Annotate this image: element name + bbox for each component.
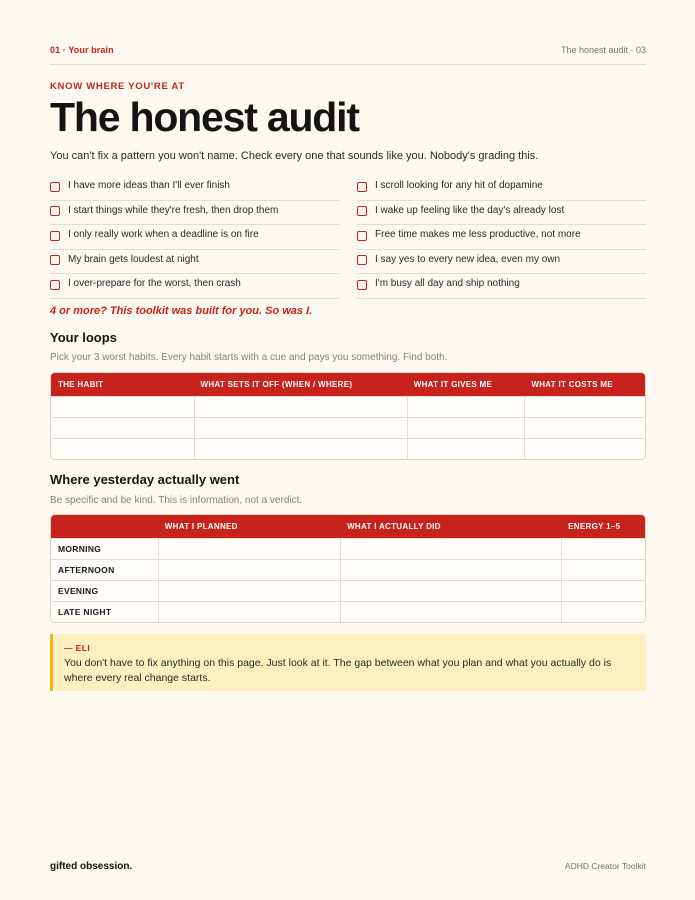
page-title: The honest audit [50,94,359,140]
table-header-row [51,373,645,396]
checklist-item-label: Free time makes me less productive, not more [375,229,581,240]
checklist-item[interactable] [357,274,646,299]
table-row [51,601,645,622]
table-cell[interactable] [194,396,407,417]
yesterday-heading: Where yesterday actually went [50,472,240,487]
checklist-item[interactable] [357,176,646,201]
table-cell[interactable] [51,417,194,438]
table-cell[interactable] [340,538,561,559]
note-text: You don't have to fix anything on this page. Just look at it. The gap between what you plan and what you actually do is where every real change starts. [64,657,612,684]
table-cell[interactable] [524,438,645,459]
checkbox[interactable] [357,231,367,241]
checklist-item[interactable] [357,201,646,226]
table-cell[interactable] [194,438,407,459]
column-header: WHAT I ACTUALLY DID [340,515,561,538]
checklist-item-label: I have more ideas than I'll ever finish [68,180,230,191]
checklist-item[interactable] [50,274,339,299]
table-row [51,417,645,438]
table-cell[interactable] [194,417,407,438]
habit-loops-table [50,372,646,460]
note-author: — ELI [64,643,91,653]
time-of-day-label: EVENING [51,580,158,601]
checkbox[interactable] [50,280,60,290]
checklist-column-right [357,176,646,299]
yesterday-subtitle: Be specific and be kind. This is information, not a verdict. [50,495,303,506]
checklist-item-label: I wake up feeling like the day's already lost [375,204,565,216]
column-header: WHAT I PLANNED [158,515,340,538]
table-cell[interactable] [340,580,561,601]
time-of-day-label: AFTERNOON [51,559,158,580]
kicker: KNOW WHERE YOU'RE AT [50,81,185,92]
intro-text: You can't fix a pattern you won't name. Check every one that sounds like you. Nobody's grading this. [50,150,539,162]
loops-subtitle: Pick your 3 worst habits. Every habit starts with a cue and pays you something. Find both. [50,352,448,363]
yesterday-table [50,514,646,623]
table-cell[interactable] [158,559,340,580]
checklist-callout: 4 or more? This toolkit was built for you. So was I. [50,305,313,317]
page-header [50,45,646,65]
table-row [51,580,645,601]
worksheet-page [50,0,646,900]
table-cell[interactable] [158,601,340,622]
checklist-item-label: I scroll looking for any hit of dopamine [375,180,543,191]
checkbox[interactable] [357,206,367,216]
time-of-day-label: MORNING [51,538,158,559]
time-of-day-label: LATE NIGHT [51,601,158,622]
checklist-item[interactable] [357,250,646,275]
checkbox[interactable] [50,231,60,241]
checklist-item[interactable] [50,250,339,275]
checklist-item-label: I over-prepare for the worst, then crash [68,278,241,289]
table-cell[interactable] [51,396,194,417]
table-cell[interactable] [158,538,340,559]
table-cell[interactable] [340,601,561,622]
column-header: WHAT IT COSTS ME [524,373,645,396]
column-header: ENERGY 1–5 [561,515,645,538]
table-cell[interactable] [524,396,645,417]
table-cell[interactable] [561,538,645,559]
checkbox[interactable] [50,255,60,265]
checklist-item-label: My brain gets loudest at night [68,253,199,265]
table-cell[interactable] [51,438,194,459]
checklist-item[interactable] [357,225,646,250]
column-header [51,515,158,538]
checklist-item-label: I only really work when a deadline is on fire [68,229,259,240]
footer-product-name: ADHD Creator Toolkit [564,861,646,871]
table-cell[interactable] [407,417,525,438]
checkbox[interactable] [357,280,367,290]
checkbox[interactable] [50,206,60,216]
column-header: WHAT SETS IT OFF (WHEN / WHERE) [194,373,407,396]
checklist-item[interactable] [50,225,339,250]
column-header: WHAT IT GIVES ME [407,373,525,396]
loops-heading: Your loops [50,330,117,345]
checkbox[interactable] [357,182,367,192]
checkbox[interactable] [357,255,367,265]
page-reference: The honest audit · 03 [560,45,646,55]
table-row [51,438,645,459]
checklist-item[interactable] [50,201,339,226]
table-row [51,559,645,580]
checklist-column-left [50,176,339,299]
checkbox[interactable] [50,182,60,192]
checklist-item-label: I'm busy all day and ship nothing [375,278,520,289]
table-cell[interactable] [158,580,340,601]
table-cell[interactable] [340,559,561,580]
table-cell[interactable] [561,580,645,601]
section-tag: 01 · Your brain [50,45,114,55]
table-row [51,538,645,559]
table-cell[interactable] [407,396,525,417]
table-cell[interactable] [524,417,645,438]
column-header: THE HABIT [51,373,194,396]
brand-logo: gifted obsession. [50,861,133,872]
checklist-item[interactable] [50,176,339,201]
table-row [51,396,645,417]
table-cell[interactable] [561,559,645,580]
table-cell[interactable] [561,601,645,622]
author-note [50,634,646,691]
table-cell[interactable] [407,438,525,459]
table-header-row [51,515,645,538]
checklist-item-label: I say yes to every new idea, even my own [375,253,561,265]
checklist-item-label: I start things while they're fresh, then drop them [68,204,279,216]
